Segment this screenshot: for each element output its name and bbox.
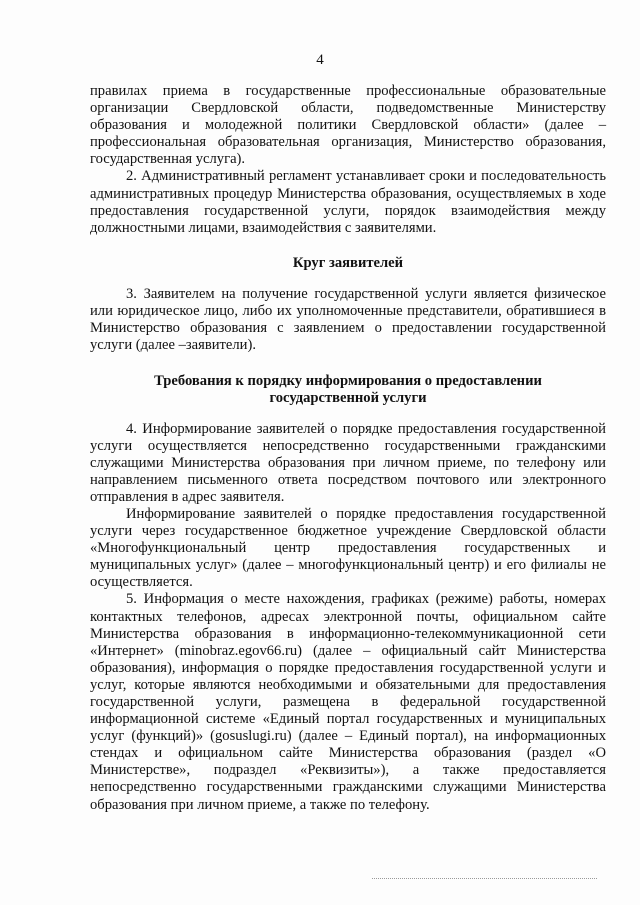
paragraph-3: 3. Заявителем на получение государственной услуги является физическое или юридическое лицо, либо их уполномоченные представители, обратившиеся в Министерство образования с заявлением о предоставлении государственной услуги (далее –заявители). <box>90 285 606 354</box>
section-heading-applicants: Круг заявителей <box>292 254 404 271</box>
document-body <box>90 83 606 814</box>
paragraph-continuation: правилах приема в государственные профессиональные образовательные организации Свердловской области, подведомственные Министерству образования и молодежной политики Свердловской области» (далее – профессиональная образовательная организация, Министерство образования, государственная услуга). <box>90 83 606 168</box>
paragraph-4-continued: Информирование заявителей о порядке предоставления государственной услуги через государственное бюджетное учреждение Свердловской области «Многофункциональный центр предоставления государственных и муниципальных услуг» (далее – многофункциональный центр) и его филиалы не осуществляется. <box>90 505 606 591</box>
page-number: 4 <box>316 52 324 68</box>
section-heading-info-line2: государственной услуги <box>269 390 427 407</box>
paragraph-5: 5. Информация о месте нахождения, графиках (режиме) работы, номерах контактных телефонов, адресах электронной почты, официальном сайте Министерства образования в информационно-телекоммуникационной сети «Интернет» (minobraz.egov66.ru) (далее – официальный сайт Министерства образования), информация о порядке предоставления государственной услуги и услуг, которые являются необходимыми и обязательными для предоставления государственной услуги, размещена в федеральной государственной информационной системе «Единый портал государственных и муниципальных услуг (функций)» (gosuslugi.ru) (далее – Единый портал), на информационных стендах и официальном сайте Министерства образования (раздел «О Министерстве», подраздел «Реквизиты»), а также предоставляется непосредственно государственными гражданскими служащими Министерства образования при личном приеме, а также по телефону. <box>90 591 606 813</box>
paragraph-2: 2. Административный регламент устанавливает сроки и последовательность административных процедур Министерства образования, осуществляемых в ходе предоставления государственной услуги, порядок взаимодействия между должностными лицами, взаимодействия с заявителями. <box>90 168 606 236</box>
paragraph-4: 4. Информирование заявителей о порядке предоставления государственной услуги осуществляется непосредственно государственными гражданскими служащими Министерства образования при личном приеме, по телефону или направлением письменного ответа посредством почтового или электронного отправления в адрес заявителя. <box>90 420 606 505</box>
section-heading-info-line1: Требования к порядку информирования о предоставлении <box>154 373 542 390</box>
footer-dotted-line <box>372 878 597 879</box>
